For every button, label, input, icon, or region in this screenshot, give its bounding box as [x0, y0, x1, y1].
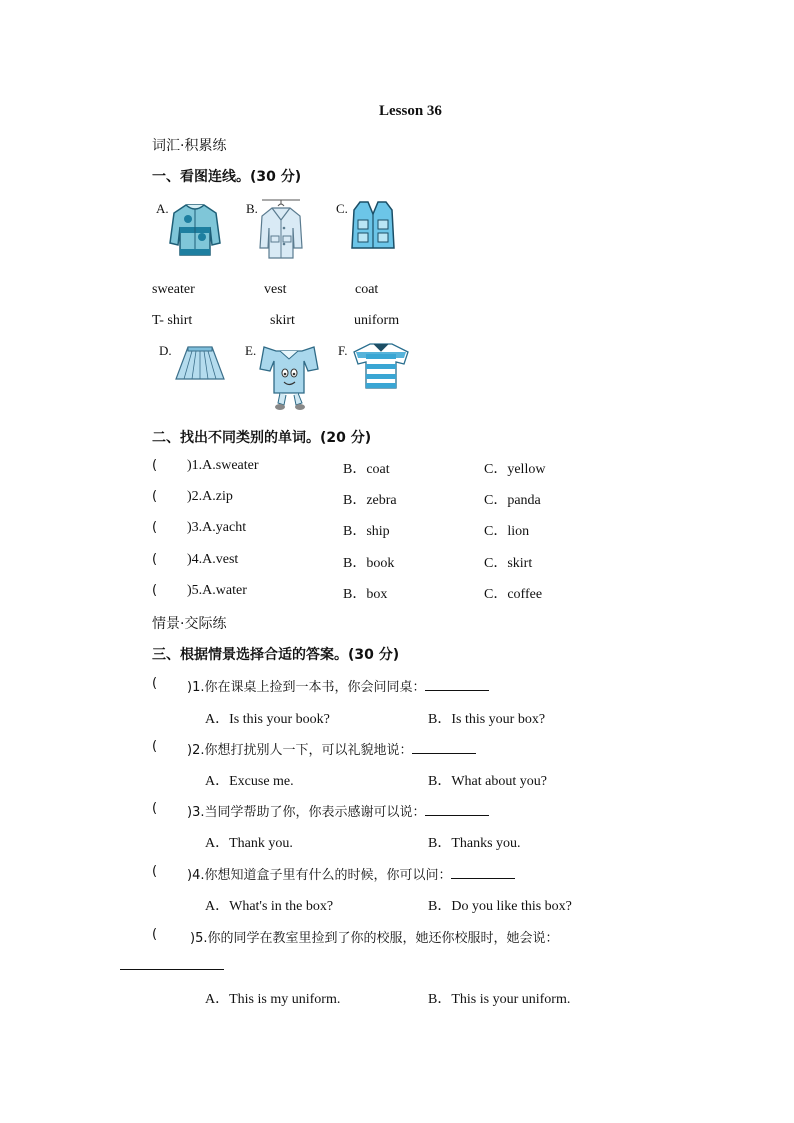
question-prompt: )1.你在课桌上捡到一本书，你会问同桌： [187, 680, 426, 695]
picture-letter-f: F. [338, 343, 348, 358]
question-prompt: )2.你想打扰别人一下，可以礼貌地说： [187, 743, 413, 758]
answer-blank[interactable] [425, 690, 489, 691]
answer-paren: ( [152, 801, 158, 816]
question-number: )3.A.yacht [187, 520, 247, 535]
question-text [187, 739, 476, 758]
option-a: A．Thank you. [205, 836, 293, 851]
match-word: T- shirt [152, 313, 193, 328]
question-prompt: )4.你想知道盒子里有什么的时候，你可以问： [187, 868, 452, 883]
option-b: B．Thanks you. [428, 836, 521, 851]
vest-icon [350, 200, 396, 250]
match-word: coat [355, 282, 379, 297]
answer-blank[interactable] [425, 815, 489, 816]
match-word: vest [264, 282, 287, 297]
option-b: B．zebra [343, 493, 397, 508]
picture-letter-c: C. [336, 201, 348, 216]
option-a: A．Is this your book? [205, 712, 330, 727]
option-c: C．skirt [484, 556, 533, 571]
answer-blank[interactable] [451, 878, 515, 879]
option-c: C．panda [484, 493, 541, 508]
part-label-vocabulary: 词汇·积累练 [152, 138, 227, 154]
picture-letter-d: D. [159, 343, 172, 358]
answer-paren: ( [152, 552, 158, 567]
question-number: )2.A.zip [187, 489, 233, 504]
picture-letter-a: A. [156, 201, 169, 216]
answer-paren: ( [152, 458, 158, 473]
question-prompt: )3.当同学帮助了你，你表示感谢可以说： [187, 805, 426, 820]
option-b: B．ship [343, 524, 390, 539]
option-b: B．book [343, 556, 395, 571]
option-b: B．box [343, 587, 388, 602]
question-text [187, 864, 515, 883]
answer-paren: ( [152, 583, 158, 598]
question-text [187, 676, 489, 695]
option-c: C．coffee [484, 587, 543, 602]
match-word: sweater [152, 282, 195, 297]
answer-paren: ( [152, 520, 158, 535]
option-a: A．Excuse me. [205, 774, 294, 789]
answer-blank[interactable] [120, 969, 224, 970]
match-word: uniform [354, 313, 400, 328]
option-b: B．coat [343, 462, 390, 477]
question-text [187, 801, 489, 820]
answer-paren: ( [152, 864, 158, 879]
answer-paren: ( [152, 676, 158, 691]
picture-letter-e: E. [245, 343, 257, 358]
match-word: skirt [270, 313, 295, 328]
picture-letter-b: B. [246, 201, 258, 216]
option-a: A．What's in the box? [205, 899, 334, 914]
answer-paren: ( [152, 927, 158, 942]
section2-heading: 二、找出不同类别的单词。(20 分) [152, 430, 372, 446]
part-label-communication: 情景·交际练 [152, 616, 227, 632]
tshirt-icon [352, 342, 410, 390]
option-b: B．What about you? [428, 774, 547, 789]
option-c: C．yellow [484, 462, 546, 477]
coat-icon [256, 198, 306, 260]
section1-heading: 一、看图连线。(30 分) [152, 169, 302, 185]
question-number: )4.A.vest [187, 552, 239, 567]
option-c: C．lion [484, 524, 530, 539]
skirt-icon [174, 345, 226, 383]
option-b: B．Do you like this box? [428, 899, 572, 914]
option-a: A．This is my uniform. [205, 992, 341, 1007]
question-prompt: )5.你的同学在教室里捡到了你的校服，她还你校服时，她会说： [190, 931, 559, 946]
option-b: B．Is this your box? [428, 712, 546, 727]
question-number: )1.A.sweater [187, 458, 259, 473]
page-title: Lesson 36 [379, 103, 442, 119]
answer-blank[interactable] [412, 753, 476, 754]
question-number: )5.A.water [187, 583, 247, 598]
answer-paren: ( [152, 739, 158, 754]
sweater-icon [168, 199, 222, 259]
option-b: B．This is your uniform. [428, 992, 571, 1007]
section3-heading: 三、根据情景选择合适的答案。(30 分) [152, 647, 400, 663]
answer-paren: ( [152, 489, 158, 504]
uniform-icon [258, 343, 320, 413]
